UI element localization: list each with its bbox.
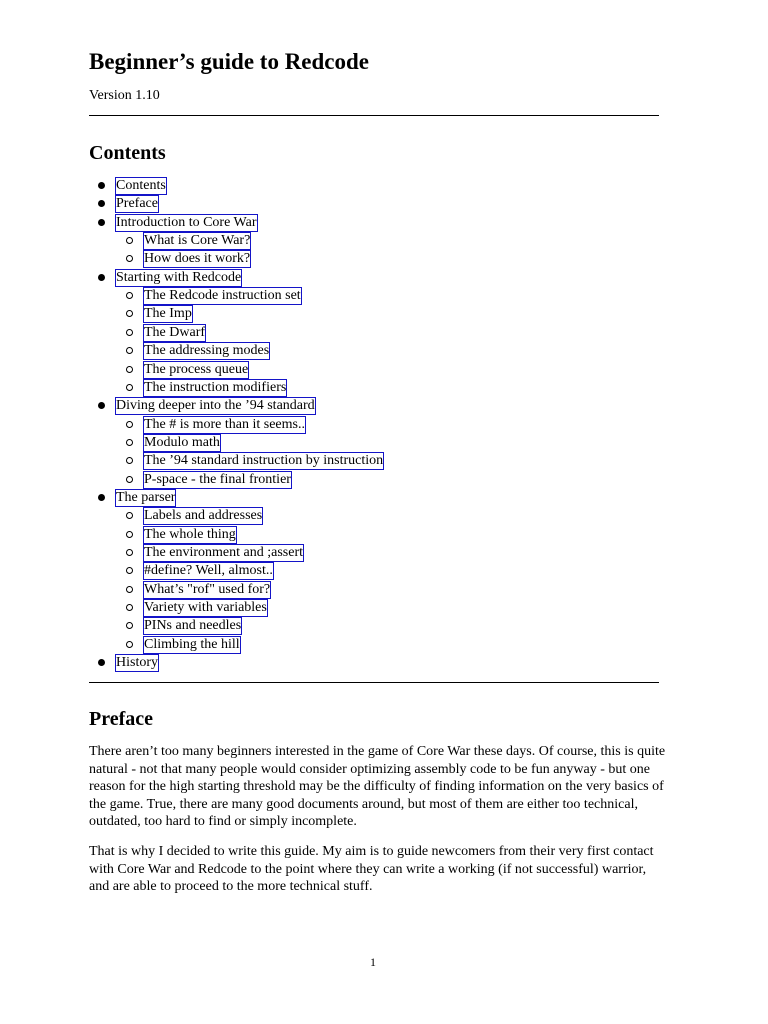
hollow-bullet-icon — [126, 421, 133, 428]
toc-item — [0, 636, 700, 654]
toc-link[interactable]: The parser — [116, 489, 176, 505]
preface-paragraph — [89, 843, 669, 896]
toc-item — [0, 654, 700, 672]
toc-link[interactable]: Diving deeper into the ’94 standard — [116, 398, 315, 414]
toc-item — [0, 452, 700, 470]
horizontal-rule — [89, 682, 659, 683]
toc-item — [0, 342, 700, 360]
paragraph-line: with Core War and Redcode to the point where they can write a working (if not successful) warrior, — [89, 861, 647, 877]
paragraph-line: natural - not that many people would consider optimizing assembly code to be fun anyway - but one — [89, 761, 651, 777]
toc-link[interactable]: Labels and addresses — [144, 508, 263, 524]
document-version: Version 1.10 — [89, 88, 160, 103]
toc-link[interactable]: #define? Well, almost.. — [144, 563, 273, 579]
toc-link[interactable]: The Dwarf — [144, 324, 206, 340]
document-title: Beginner’s guide to Redcode — [89, 49, 370, 74]
paragraph-line: the game. True, there are many good documents around, but most of them are either too technical, — [89, 796, 638, 812]
toc-link[interactable]: Starting with Redcode — [116, 269, 242, 285]
page-number: 1 — [370, 955, 376, 969]
filled-bullet-icon — [98, 659, 105, 666]
toc-link[interactable]: The environment and ;assert — [144, 545, 304, 560]
toc-link[interactable]: The ’94 standard instruction by instruction — [144, 453, 384, 469]
toc-item — [0, 361, 700, 379]
paragraph-line: outdated, too hard to find or simply incomplete. — [89, 814, 357, 829]
hollow-bullet-icon — [126, 512, 133, 519]
filled-bullet-icon — [98, 402, 105, 409]
toc-link[interactable]: The whole thing — [144, 526, 236, 542]
hollow-bullet-icon — [126, 255, 133, 262]
paragraph-line: That is why I decided to write this guide. My aim is to guide newcomers from their very first contact — [89, 844, 654, 859]
hollow-bullet-icon — [126, 476, 133, 483]
toc-item — [0, 305, 700, 323]
paragraph-line: There aren’t too many beginners interested in the game of Core War these days. Of course, this is quite — [89, 744, 666, 759]
toc-item — [0, 617, 700, 635]
hollow-bullet-icon — [126, 439, 133, 446]
toc-item — [0, 214, 700, 232]
toc-item — [0, 397, 700, 415]
toc-item — [0, 489, 700, 507]
toc-item — [0, 599, 700, 617]
toc-link[interactable]: Variety with variables — [144, 600, 267, 616]
toc-item — [0, 250, 700, 268]
hollow-bullet-icon — [126, 567, 133, 574]
paragraph-line: and are able to proceed to the more technical stuff. — [89, 879, 373, 894]
toc-link[interactable]: Climbing the hill — [144, 636, 240, 652]
toc-item — [0, 434, 700, 452]
hollow-bullet-icon — [126, 549, 133, 556]
hollow-bullet-icon — [126, 622, 133, 629]
toc-item — [0, 416, 700, 434]
toc-link[interactable]: The Imp — [144, 306, 192, 322]
toc-link[interactable]: History — [116, 655, 158, 671]
contents-heading: Contents — [89, 142, 166, 164]
toc-item — [0, 269, 700, 287]
toc-link[interactable]: PINs and needles — [144, 618, 242, 634]
toc-item — [0, 581, 700, 599]
toc-item — [0, 195, 700, 213]
filled-bullet-icon — [98, 182, 105, 189]
filled-bullet-icon — [98, 219, 105, 226]
toc-link[interactable]: The addressing modes — [144, 343, 270, 359]
preface-paragraph — [89, 743, 669, 831]
toc-link[interactable]: The instruction modifiers — [144, 379, 287, 395]
toc-item — [0, 471, 700, 489]
toc-item — [0, 562, 700, 580]
filled-bullet-icon — [98, 494, 105, 501]
toc-item — [0, 287, 700, 305]
hollow-bullet-icon — [126, 310, 133, 317]
toc-link[interactable]: What is Core War? — [144, 233, 251, 249]
filled-bullet-icon — [98, 274, 105, 281]
toc-item — [0, 544, 700, 562]
paragraph-line: reason for the high starting threshold may be the difficulty of finding information on the very basics of — [89, 779, 664, 794]
toc-link[interactable]: The # is more than it seems.. — [144, 416, 305, 432]
hollow-bullet-icon — [126, 237, 133, 244]
hollow-bullet-icon — [126, 329, 133, 336]
toc-link[interactable]: How does it work? — [144, 251, 251, 267]
filled-bullet-icon — [98, 200, 105, 207]
toc-link[interactable]: P-space - the final frontier — [144, 471, 291, 487]
hollow-bullet-icon — [126, 641, 133, 648]
hollow-bullet-icon — [126, 457, 133, 464]
toc-link[interactable]: What’s "rof" used for? — [144, 581, 271, 597]
hollow-bullet-icon — [126, 292, 133, 299]
toc-item — [0, 507, 700, 525]
hollow-bullet-icon — [126, 366, 133, 373]
hollow-bullet-icon — [126, 347, 133, 354]
toc-link[interactable]: Contents — [116, 178, 166, 193]
toc-link[interactable]: Introduction to Core War — [116, 214, 257, 230]
hollow-bullet-icon — [126, 384, 133, 391]
toc-item — [0, 324, 700, 342]
preface-heading: Preface — [89, 708, 154, 730]
toc-item — [0, 177, 700, 195]
horizontal-rule — [89, 115, 659, 116]
hollow-bullet-icon — [126, 586, 133, 593]
toc-link[interactable]: The Redcode instruction set — [144, 288, 301, 304]
toc-link[interactable]: Modulo math — [144, 434, 220, 450]
toc-item — [0, 526, 700, 544]
toc-link[interactable]: The process queue — [144, 361, 249, 377]
toc-item — [0, 232, 700, 250]
toc-item — [0, 379, 700, 397]
hollow-bullet-icon — [126, 531, 133, 538]
toc-link[interactable]: Preface — [116, 196, 158, 212]
hollow-bullet-icon — [126, 604, 133, 611]
